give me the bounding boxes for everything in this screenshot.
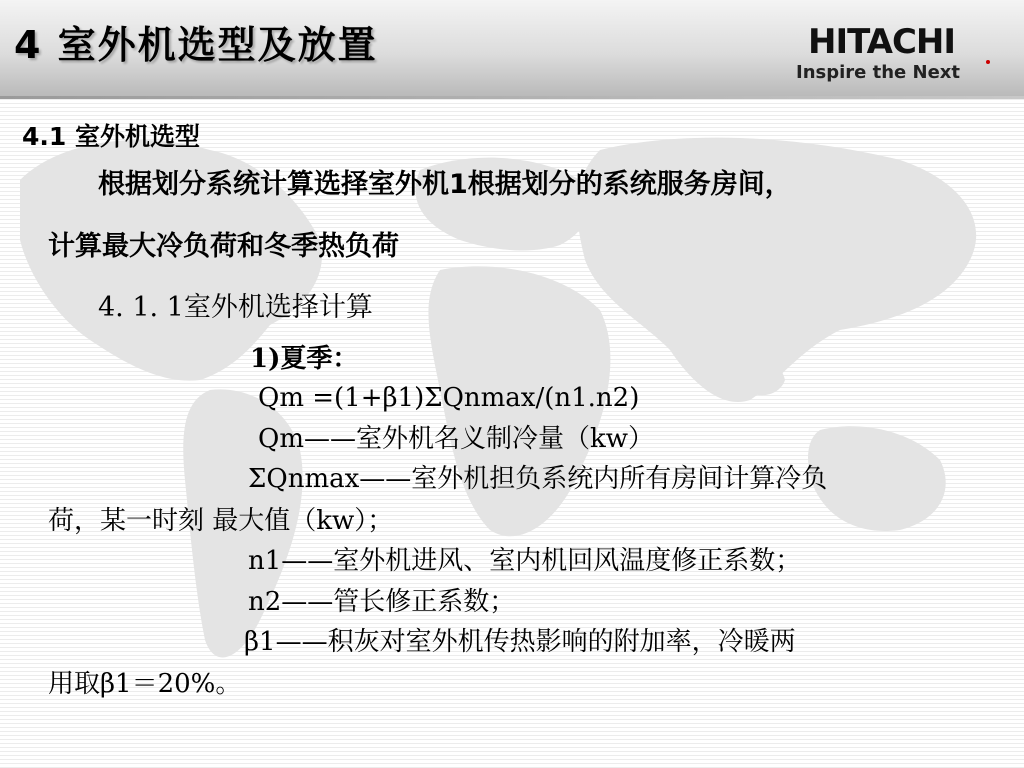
- definition-sum-qnmax-line-2: 荷，某一时刻 最大值（kw）；: [48, 506, 394, 536]
- definition-qm: Qm——室外机名义制冷量（kw）: [258, 424, 654, 454]
- section-heading: 4.1 室外机选型: [22, 122, 200, 151]
- logo-wordmark: HITACHI: [808, 22, 956, 62]
- summer-label: 1)夏季：: [250, 344, 359, 374]
- logo-accent-dot: [986, 60, 990, 64]
- header-divider: [0, 96, 1024, 99]
- intro-line-1: 根据划分系统计算选择室外机1根据划分的系统服务房间，: [98, 169, 792, 200]
- definition-sum-qnmax-line-1: ΣQnmax——室外机担负系统内所有房间计算冷负: [248, 464, 828, 494]
- hitachi-logo: [790, 22, 1000, 86]
- subsection-heading: 4. 1. 1室外机选择计算: [98, 292, 373, 323]
- slide-title: 4 室外机选型及放置: [14, 23, 378, 67]
- definition-n1: n1——室外机进风、室内机回风温度修正系数；: [248, 546, 802, 576]
- definition-beta1-line-1: β1——积灰对室外机传热影响的附加率，冷暖两: [244, 627, 796, 657]
- definition-n2: n2——管长修正系数；: [248, 587, 516, 617]
- formula-qm: Qm =(1+β1)ΣQnmax/(n1.n2): [258, 383, 640, 413]
- logo-tagline: Inspire the Next: [796, 62, 961, 83]
- definition-beta1-line-2: 用取β1＝20%。: [48, 669, 242, 699]
- intro-line-2: 计算最大冷负荷和冬季热负荷: [48, 231, 399, 262]
